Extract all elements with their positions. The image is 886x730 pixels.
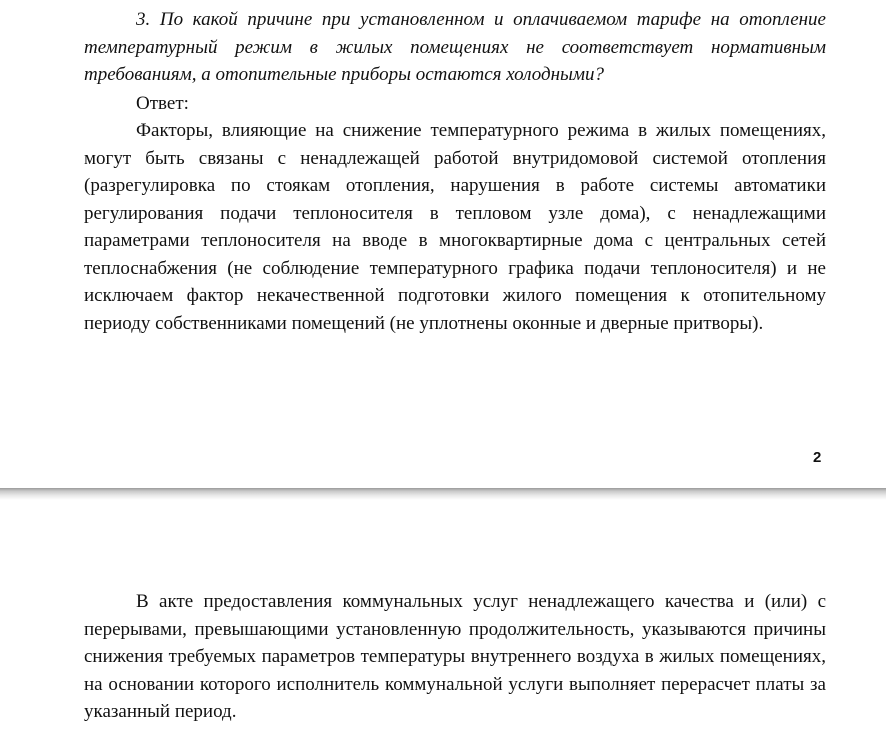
page-number: 2 bbox=[813, 449, 822, 466]
answer-paragraph: Факторы, влияющие на снижение температурного режима в жилых помещениях, могут быть связаны с ненадлежащей работой внутридомовой системой отопления (разрегулировка по стоякам отопления, нарушения в работе системы автоматики регулирования подачи теплоносителя в тепловом узле дома), с ненадлежащими параметрами теплоносителя на вводе в многоквартирные дома с центральных сетей теплоснабжения (не соблюдение температурного графика подачи теплоносителя) и не исключаем фактор некачественной подготовки жилого помещения к отопительному периоду собственниками помещений (не уплотнены оконные и дверные притворы). bbox=[84, 120, 826, 334]
body-paragraph: В акте предоставления коммунальных услуг ненадлежащего качества и (или) с перерывами, превышающими установленную продолжительность, указываются причины снижения требуемых параметров температуры внутреннего воздуха в жилых помещениях, на основании которого исполнитель коммунальной услуги выполняет перерасчет платы за указанный период. bbox=[84, 591, 826, 722]
page-separator bbox=[0, 488, 886, 500]
answer-label: Ответ: bbox=[136, 93, 189, 114]
document-page-3 bbox=[0, 500, 886, 730]
question-text: 3. По какой причине при установленном и оплачиваемом тарифе на отопление температурный режим в жилых помещениях не соответствует нормативным требованиям, а отопительные приборы остаются холодными? bbox=[84, 9, 826, 85]
